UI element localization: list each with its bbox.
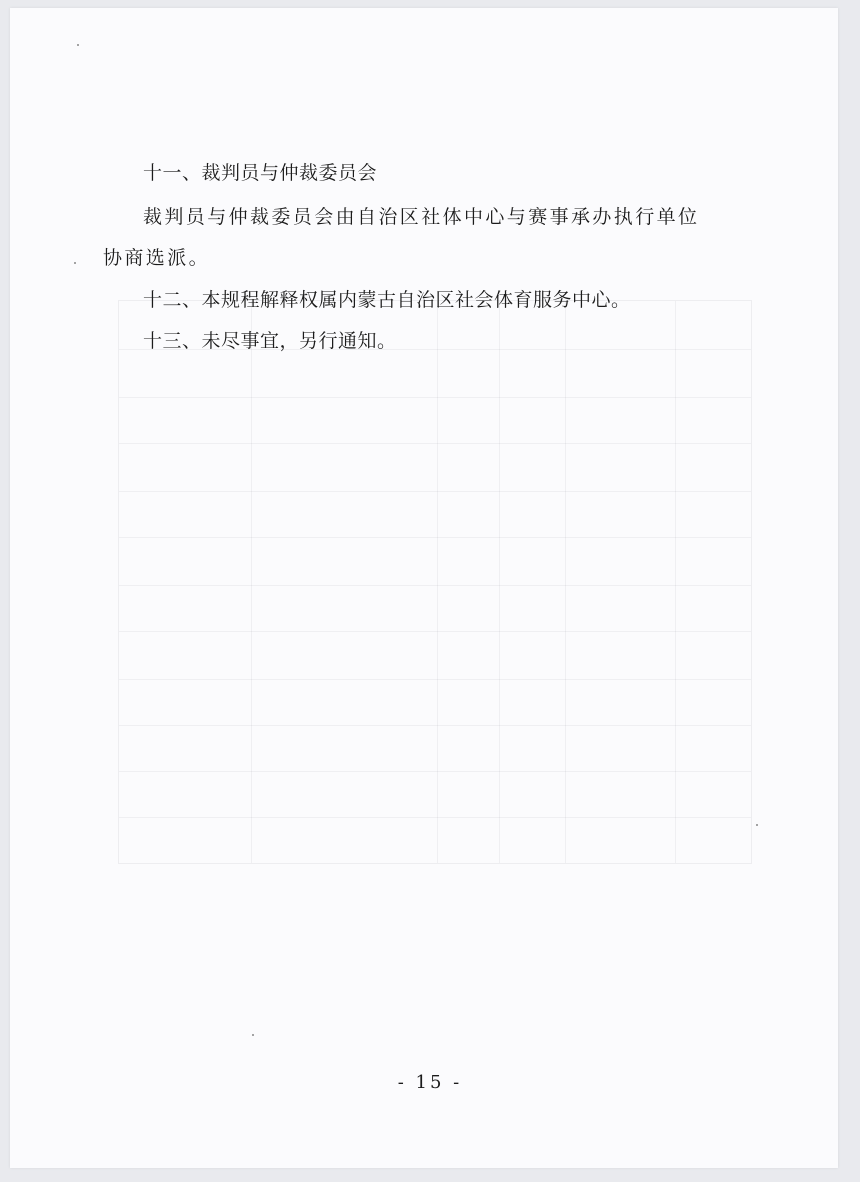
scan-speck <box>74 262 76 264</box>
paragraph-11-line-1: 裁判员与仲裁委员会由自治区社体中心与赛事承办执行单位 <box>143 206 700 228</box>
section-item-13: 十三、未尽事宜，另行通知。 <box>143 330 397 352</box>
paragraph-11-line-2: 协商选派。 <box>103 247 211 269</box>
scan-speck <box>252 1034 254 1036</box>
scan-speck <box>756 824 758 826</box>
scan-speck <box>77 44 79 46</box>
bleed-through-table <box>118 300 752 864</box>
page-number: - 15 - <box>397 1072 463 1093</box>
section-heading-11: 十一、裁判员与仲裁委员会 <box>143 162 378 184</box>
section-item-12: 十二、本规程解释权属内蒙古自治区社会体育服务中心。 <box>143 289 631 311</box>
document-page <box>10 8 838 1168</box>
